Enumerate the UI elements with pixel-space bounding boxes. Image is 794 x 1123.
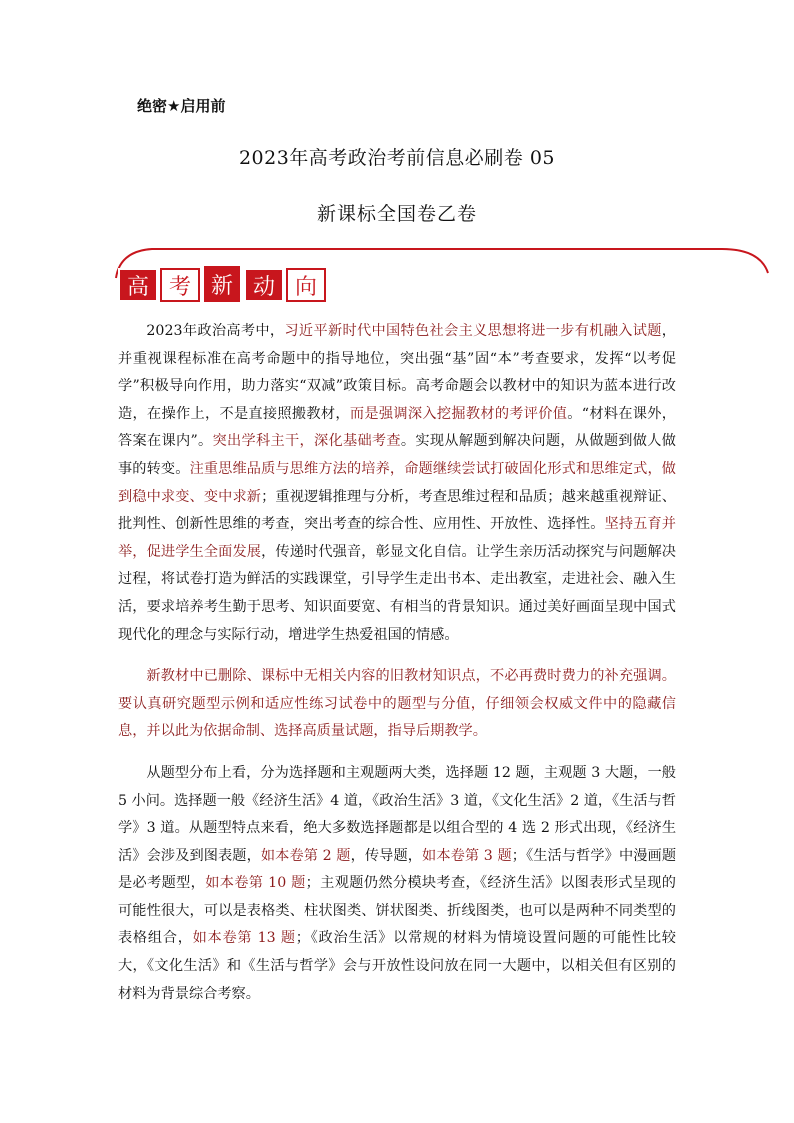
section-banner [118,268,328,304]
text-segment: ，并重视课程标准在高考命题中的指导地位，突出强“基”固“本”考查要求，发挥“以考促学”积极导向作用，助力落实“双减”政策目标。高考命题会以教材中的知识为蓝本进行改造，在操作上，不是直接照搬教材， [118,323,676,422]
text-segment: 。“材料在课外，答案在课内”。 [118,405,676,450]
highlight-segment: 如本卷第 10 题 [205,875,306,892]
text-segment: ；重视逻辑推理与分析，考查思维过程和品质；越来越重视辩证、批判性、创新性思维的考查，突出考查的综合性、应用性、开放性、选择性。 [118,488,676,533]
highlight-segment: 注重思维品质与思维方法的培养，命题继续尝试打破固化形式和思维定式，做到稳中求变、变中求新 [118,460,676,505]
paragraph-3 [118,760,676,1008]
highlight-segment: 而是强调深入挖掘教材的考评价值 [349,405,568,422]
paragraph-1 [118,318,676,649]
paragraph-2 [118,663,676,746]
text-segment: ，传导题， [350,847,423,864]
document-subtitle: 新课标全国卷乙卷 [316,203,477,225]
body-text [118,318,676,1022]
text-segment: 从题型分布上看，分为选择题和主观题两大类，选择题 12 题，主观题 3 大题，一般 5 小问。选择题一般《经济生活》4 道，《政治生活》3 道，《文化生活》2 道，《生活与哲学》3 道。从题型特点来看，绝大多数选择题都是以组合型的 4 选 2 形式出现，《经济生活》会涉及到图表题， [118,764,677,864]
banner-tag: 新 [202,264,242,304]
text-segment: ，传递时代强音，彰显文化自信。让学生亲历活动探究与问题解决过程，将试卷打造为鲜活的实践课堂，引导学生走出书本、走出教室，走进社会、融入生活，要求培养考生勤于思考、知识面要宽、有相当的背景知识。通过美好画面呈现中国式现代化的理念与实际行动，增进学生热爱祖国的情感。 [118,543,676,643]
text-segment: ；《政治生活》以常规的材料为情境设置问题的可能性比较大，《文化生活》和《生活与哲学》会与开放性设问放在同一大题中，以相关但有区别的材料为背景综合考察。 [118,930,676,1002]
confidential-label: 绝密★启用前 [137,97,226,115]
highlight-segment: 突出学科主干，深化基础考查 [212,433,401,450]
highlight-segment: 如本卷第 3 题 [422,847,512,864]
banner-tag: 考 [160,268,200,302]
document-title: 2023年高考政治考前信息必刷卷 05 [238,147,556,169]
highlight-segment: 如本卷第 2 题 [260,847,351,864]
highlight-segment: 坚持五育并举，促进学生全面发展 [118,516,676,560]
highlight-segment: 如本卷第 13 题 [192,930,296,947]
text-segment: ；主观题仍然分模块考查，《经济生活》以图表形式呈现的可能性很大，可以是表格类、柱状图类、饼状图类、折线图类，也可以是两种不同类型的表格组合， [118,875,676,947]
highlight-segment: 新教材中已删除、课标中无相关内容的旧教材知识点，不必再费时费力的补充强调。要认真研究题型示例和适应性练习试卷中的题型与分值，仔细领会权威文件中的隐藏信息，并以此为依据命制、选择高质量试题，指导后期教学。 [118,668,676,740]
banner-tag: 高 [118,268,158,302]
banner-tag: 向 [286,268,326,302]
banner-tag: 动 [244,268,284,302]
text-segment: 2023年政治高考中， [146,323,285,339]
text-segment: ；《生活与哲学》中漫画题是必考题型， [118,847,677,892]
highlight-segment: 习近平新时代中国特色社会主义思想将进一步有机融入试题 [284,323,662,339]
text-segment: 。实现从解题到解决问题，从做题到做人做事的转变。 [118,433,676,477]
